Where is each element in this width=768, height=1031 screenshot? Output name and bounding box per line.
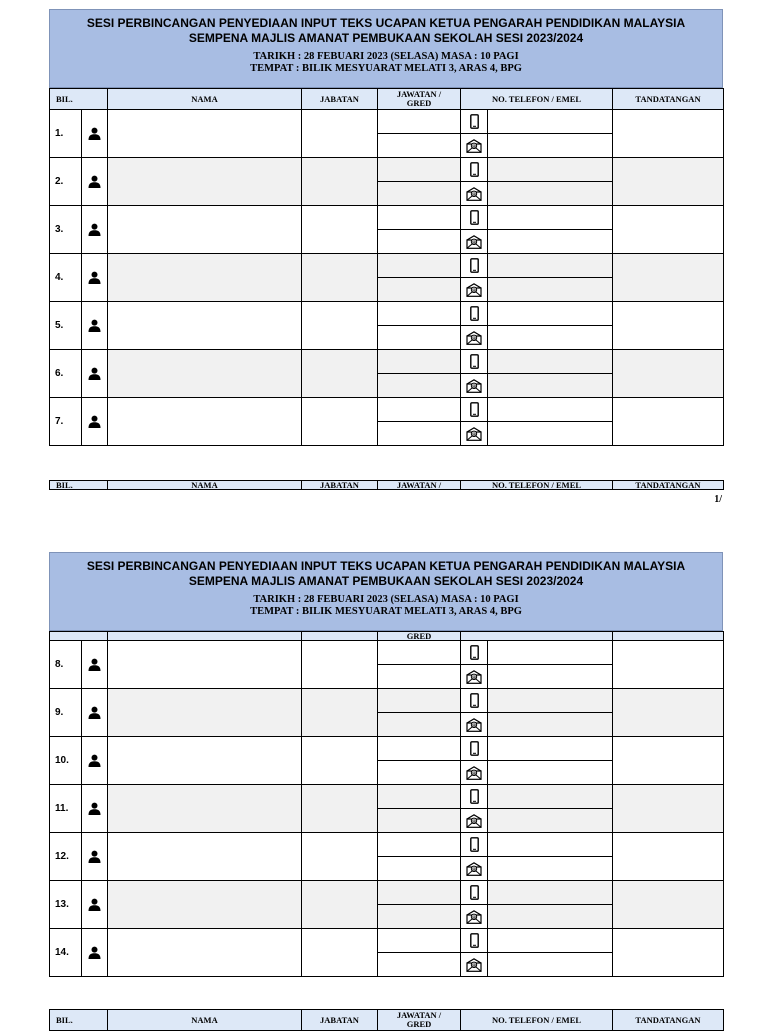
person-icon bbox=[82, 158, 108, 206]
jawatan-cell-bottom[interactable] bbox=[378, 374, 461, 398]
col-jawatan: JAWATAN / bbox=[378, 481, 461, 490]
jawatan-cell-top[interactable] bbox=[378, 350, 461, 374]
emel-cell[interactable] bbox=[488, 857, 613, 881]
phone-icon bbox=[461, 398, 488, 422]
table-row bbox=[50, 350, 724, 374]
col-tandatangan: TANDATANGAN bbox=[613, 481, 724, 490]
col-jabatan: JABATAN bbox=[302, 89, 378, 110]
page-2-banner bbox=[49, 552, 723, 631]
jawatan-cell-top[interactable] bbox=[378, 206, 461, 230]
telefon-cell[interactable] bbox=[488, 302, 613, 326]
tandatangan-cell[interactable] bbox=[613, 929, 724, 977]
jawatan-cell-top[interactable] bbox=[378, 110, 461, 134]
col-jawatan-top: JAWATAN / bbox=[396, 1010, 442, 1020]
svg-text:@: @ bbox=[471, 675, 477, 681]
jawatan-cell-top[interactable] bbox=[378, 689, 461, 713]
nama-cell[interactable] bbox=[108, 302, 302, 350]
table-row bbox=[50, 206, 724, 230]
row-number: 9. bbox=[50, 689, 82, 737]
col-nama: NAMA bbox=[108, 89, 302, 110]
tandatangan-cell[interactable] bbox=[613, 833, 724, 881]
col-jawatan bbox=[378, 89, 461, 110]
page-1 bbox=[49, 9, 723, 446]
email-icon bbox=[461, 134, 488, 158]
jabatan-cell[interactable] bbox=[302, 881, 378, 929]
tandatangan-cell[interactable] bbox=[613, 110, 724, 158]
emel-cell[interactable] bbox=[488, 182, 613, 206]
svg-text:@: @ bbox=[471, 144, 477, 150]
row-number: 7. bbox=[50, 398, 82, 446]
telefon-cell[interactable] bbox=[488, 158, 613, 182]
page-2-date-line: TARIKH : 28 FEBUARI 2023 (SELASA) MASA : 10 PAGI bbox=[253, 594, 519, 605]
jawatan-cell-top[interactable] bbox=[378, 881, 461, 905]
phone-icon bbox=[461, 833, 488, 857]
telefon-cell[interactable] bbox=[488, 785, 613, 809]
email-icon bbox=[461, 857, 488, 881]
emel-cell[interactable] bbox=[488, 713, 613, 737]
jawatan-cell-bottom[interactable] bbox=[378, 230, 461, 254]
nama-cell[interactable] bbox=[108, 881, 302, 929]
emel-cell[interactable] bbox=[488, 326, 613, 350]
page-2-title: SESI PERBINCANGAN PENYEDIAAN INPUT TEKS UCAPAN KETUA PENGARAH PENDIDIKAN MALAYSIA SEMPENA MAJLIS AMANAT PEMBUKAAN SEKOLAH SESI 2023/2024 bbox=[86, 559, 686, 588]
nama-cell[interactable] bbox=[108, 398, 302, 446]
row-number: 11. bbox=[50, 785, 82, 833]
attendance-table-1 bbox=[49, 88, 724, 446]
person-icon bbox=[82, 350, 108, 398]
nama-cell[interactable] bbox=[108, 689, 302, 737]
page-1-title: SESI PERBINCANGAN PENYEDIAAN INPUT TEKS UCAPAN KETUA PENGARAH PENDIDIKAN MALAYSIA SEMPENA MAJLIS AMANAT PEMBUKAAN SEKOLAH SESI 2023/2024 bbox=[86, 16, 686, 45]
jabatan-cell[interactable] bbox=[302, 158, 378, 206]
col-telefon: NO. TELEFON / EMEL bbox=[461, 89, 613, 110]
row-number: 5. bbox=[50, 302, 82, 350]
col-jabatan: JABATAN bbox=[302, 481, 378, 490]
telefon-cell[interactable] bbox=[488, 641, 613, 665]
person-icon bbox=[82, 689, 108, 737]
jawatan-cell-bottom[interactable] bbox=[378, 857, 461, 881]
nama-cell[interactable] bbox=[108, 350, 302, 398]
nama-cell[interactable] bbox=[108, 641, 302, 689]
page-1-footer-header bbox=[49, 480, 723, 490]
col-nama: NAMA bbox=[108, 1010, 302, 1031]
jawatan-cell-bottom[interactable] bbox=[378, 761, 461, 785]
page-number: 1/ bbox=[714, 494, 722, 505]
jabatan-cell[interactable] bbox=[302, 206, 378, 254]
phone-icon bbox=[461, 929, 488, 953]
jawatan-cell-top[interactable] bbox=[378, 254, 461, 278]
footer-header-table-2 bbox=[49, 1009, 724, 1031]
telefon-cell[interactable] bbox=[488, 833, 613, 857]
email-icon bbox=[461, 422, 488, 446]
col-telefon: NO. TELEFON / EMEL bbox=[461, 1010, 613, 1031]
jawatan-cell-top[interactable] bbox=[378, 833, 461, 857]
svg-text:@: @ bbox=[471, 384, 477, 390]
jawatan-cell-bottom[interactable] bbox=[378, 953, 461, 977]
emel-cell[interactable] bbox=[488, 809, 613, 833]
phone-icon bbox=[461, 881, 488, 905]
emel-cell[interactable] bbox=[488, 905, 613, 929]
tandatangan-cell[interactable] bbox=[613, 158, 724, 206]
jawatan-cell-top[interactable] bbox=[378, 302, 461, 326]
person-icon bbox=[82, 833, 108, 881]
emel-cell[interactable] bbox=[488, 278, 613, 302]
phone-icon bbox=[461, 158, 488, 182]
tandatangan-cell[interactable] bbox=[613, 350, 724, 398]
table-row bbox=[50, 302, 724, 326]
row-number: 4. bbox=[50, 254, 82, 302]
phone-icon bbox=[461, 641, 488, 665]
svg-text:@: @ bbox=[471, 336, 477, 342]
jabatan-cell[interactable] bbox=[302, 398, 378, 446]
person-icon bbox=[82, 110, 108, 158]
table-row bbox=[50, 158, 724, 182]
page-2-footer-header bbox=[49, 1009, 723, 1031]
jabatan-cell[interactable] bbox=[302, 110, 378, 158]
tandatangan-cell[interactable] bbox=[613, 398, 724, 446]
telefon-cell[interactable] bbox=[488, 398, 613, 422]
jawatan-cell-bottom[interactable] bbox=[378, 326, 461, 350]
col-tandatangan: TANDATANGAN bbox=[613, 89, 724, 110]
svg-text:@: @ bbox=[471, 288, 477, 294]
emel-cell[interactable] bbox=[488, 230, 613, 254]
tandatangan-cell[interactable] bbox=[613, 206, 724, 254]
jawatan-cell-bottom[interactable] bbox=[378, 665, 461, 689]
email-icon bbox=[461, 230, 488, 254]
svg-text:@: @ bbox=[471, 963, 477, 969]
telefon-cell[interactable] bbox=[488, 737, 613, 761]
jawatan-cell-top[interactable] bbox=[378, 929, 461, 953]
jawatan-cell-bottom[interactable] bbox=[378, 278, 461, 302]
emel-cell[interactable] bbox=[488, 374, 613, 398]
person-icon bbox=[82, 302, 108, 350]
person-icon bbox=[82, 254, 108, 302]
nama-cell[interactable] bbox=[108, 254, 302, 302]
footer-header-row-2 bbox=[50, 1010, 724, 1031]
col-jawatan-bottom: GRED bbox=[406, 98, 432, 108]
phone-icon bbox=[461, 302, 488, 326]
table-body-1 bbox=[50, 110, 724, 446]
email-icon bbox=[461, 953, 488, 977]
phone-icon bbox=[461, 737, 488, 761]
jawatan-cell-top[interactable] bbox=[378, 641, 461, 665]
col-jawatan-top: JAWATAN / bbox=[396, 89, 442, 99]
email-icon bbox=[461, 713, 488, 737]
row-number: 8. bbox=[50, 641, 82, 689]
person-icon bbox=[82, 881, 108, 929]
jabatan-cell[interactable] bbox=[302, 785, 378, 833]
email-icon bbox=[461, 182, 488, 206]
table-row bbox=[50, 881, 724, 905]
person-icon bbox=[82, 641, 108, 689]
email-icon bbox=[461, 278, 488, 302]
person-icon bbox=[82, 929, 108, 977]
jabatan-cell[interactable] bbox=[302, 833, 378, 881]
table-header-cut bbox=[50, 632, 724, 641]
col-tandatangan: TANDATANGAN bbox=[613, 1010, 724, 1031]
telefon-cell[interactable] bbox=[488, 206, 613, 230]
nama-cell[interactable] bbox=[108, 110, 302, 158]
jawatan-cell-top[interactable] bbox=[378, 398, 461, 422]
row-number: 10. bbox=[50, 737, 82, 785]
col-nama: NAMA bbox=[108, 481, 302, 490]
jabatan-cell[interactable] bbox=[302, 302, 378, 350]
row-number: 1. bbox=[50, 110, 82, 158]
table-row bbox=[50, 737, 724, 761]
person-icon bbox=[82, 785, 108, 833]
person-icon bbox=[82, 398, 108, 446]
phone-icon bbox=[461, 110, 488, 134]
jabatan-cell[interactable] bbox=[302, 929, 378, 977]
footer-header-table-1 bbox=[49, 480, 724, 490]
svg-text:@: @ bbox=[471, 192, 477, 198]
nama-cell[interactable] bbox=[108, 737, 302, 785]
col-bil: BIL. bbox=[50, 89, 108, 110]
emel-cell[interactable] bbox=[488, 953, 613, 977]
phone-icon bbox=[461, 350, 488, 374]
phone-icon bbox=[461, 206, 488, 230]
col-jawatan-bottom: GRED bbox=[406, 1019, 432, 1029]
nama-cell[interactable] bbox=[108, 833, 302, 881]
page-2-venue-line: TEMPAT : BILIK MESYUARAT MELATI 3, ARAS 4, BPG bbox=[250, 606, 522, 617]
attendance-table-2 bbox=[49, 631, 724, 977]
tandatangan-cell[interactable] bbox=[613, 641, 724, 689]
jawatan-cell-top[interactable] bbox=[378, 785, 461, 809]
email-icon bbox=[461, 905, 488, 929]
svg-text:@: @ bbox=[471, 819, 477, 825]
svg-text:@: @ bbox=[471, 915, 477, 921]
table-row bbox=[50, 641, 724, 665]
phone-icon bbox=[461, 689, 488, 713]
emel-cell[interactable] bbox=[488, 665, 613, 689]
phone-icon bbox=[461, 785, 488, 809]
table-row bbox=[50, 110, 724, 134]
nama-cell[interactable] bbox=[108, 158, 302, 206]
jawatan-cell-bottom[interactable] bbox=[378, 713, 461, 737]
nama-cell[interactable] bbox=[108, 785, 302, 833]
jabatan-cell[interactable] bbox=[302, 641, 378, 689]
telefon-cell[interactable] bbox=[488, 929, 613, 953]
footer-header-row bbox=[50, 481, 724, 490]
row-number: 6. bbox=[50, 350, 82, 398]
row-number: 2. bbox=[50, 158, 82, 206]
svg-text:@: @ bbox=[471, 723, 477, 729]
jawatan-cell-bottom[interactable] bbox=[378, 134, 461, 158]
jawatan-cell-bottom[interactable] bbox=[378, 182, 461, 206]
person-icon bbox=[82, 737, 108, 785]
svg-text:@: @ bbox=[471, 240, 477, 246]
emel-cell[interactable] bbox=[488, 761, 613, 785]
row-number: 3. bbox=[50, 206, 82, 254]
jabatan-cell[interactable] bbox=[302, 254, 378, 302]
table-row bbox=[50, 833, 724, 857]
table-body-2 bbox=[50, 641, 724, 977]
table-header bbox=[50, 89, 724, 110]
email-icon bbox=[461, 761, 488, 785]
table-row bbox=[50, 785, 724, 809]
telefon-cell[interactable] bbox=[488, 350, 613, 374]
col-telefon: NO. TELEFON / EMEL bbox=[461, 481, 613, 490]
jawatan-cell-bottom[interactable] bbox=[378, 422, 461, 446]
svg-text:@: @ bbox=[471, 771, 477, 777]
jabatan-cell[interactable] bbox=[302, 350, 378, 398]
page-2 bbox=[49, 552, 723, 977]
page-1-venue-line: TEMPAT : BILIK MESYUARAT MELATI 3, ARAS 4, BPG bbox=[250, 63, 522, 74]
row-number: 14. bbox=[50, 929, 82, 977]
phone-icon bbox=[461, 254, 488, 278]
table-row bbox=[50, 929, 724, 953]
telefon-cell[interactable] bbox=[488, 689, 613, 713]
telefon-cell[interactable] bbox=[488, 254, 613, 278]
tandatangan-cell[interactable] bbox=[613, 302, 724, 350]
tandatangan-cell[interactable] bbox=[613, 785, 724, 833]
tandatangan-cell[interactable] bbox=[613, 254, 724, 302]
email-icon bbox=[461, 326, 488, 350]
table-row bbox=[50, 254, 724, 278]
page-1-banner bbox=[49, 9, 723, 88]
tandatangan-cell[interactable] bbox=[613, 737, 724, 785]
telefon-cell[interactable] bbox=[488, 881, 613, 905]
nama-cell[interactable] bbox=[108, 206, 302, 254]
col-jawatan-bottom: GRED bbox=[378, 632, 461, 641]
table-row bbox=[50, 689, 724, 713]
email-icon bbox=[461, 374, 488, 398]
telefon-cell[interactable] bbox=[488, 110, 613, 134]
svg-text:@: @ bbox=[471, 432, 477, 438]
nama-cell[interactable] bbox=[108, 929, 302, 977]
col-jawatan bbox=[378, 1010, 461, 1031]
svg-text:@: @ bbox=[471, 867, 477, 873]
row-number: 12. bbox=[50, 833, 82, 881]
row-number: 13. bbox=[50, 881, 82, 929]
jawatan-cell-bottom[interactable] bbox=[378, 905, 461, 929]
email-icon bbox=[461, 665, 488, 689]
jawatan-cell-bottom[interactable] bbox=[378, 809, 461, 833]
table-row bbox=[50, 398, 724, 422]
col-bil: BIL. bbox=[50, 481, 108, 490]
emel-cell[interactable] bbox=[488, 134, 613, 158]
jawatan-cell-top[interactable] bbox=[378, 737, 461, 761]
col-jabatan: JABATAN bbox=[302, 1010, 378, 1031]
person-icon bbox=[82, 206, 108, 254]
jabatan-cell[interactable] bbox=[302, 689, 378, 737]
emel-cell[interactable] bbox=[488, 422, 613, 446]
col-bil: BIL. bbox=[50, 1010, 108, 1031]
page-1-date-line: TARIKH : 28 FEBUARI 2023 (SELASA) MASA : 10 PAGI bbox=[253, 51, 519, 62]
jawatan-cell-top[interactable] bbox=[378, 158, 461, 182]
jabatan-cell[interactable] bbox=[302, 737, 378, 785]
email-icon bbox=[461, 809, 488, 833]
tandatangan-cell[interactable] bbox=[613, 689, 724, 737]
tandatangan-cell[interactable] bbox=[613, 881, 724, 929]
